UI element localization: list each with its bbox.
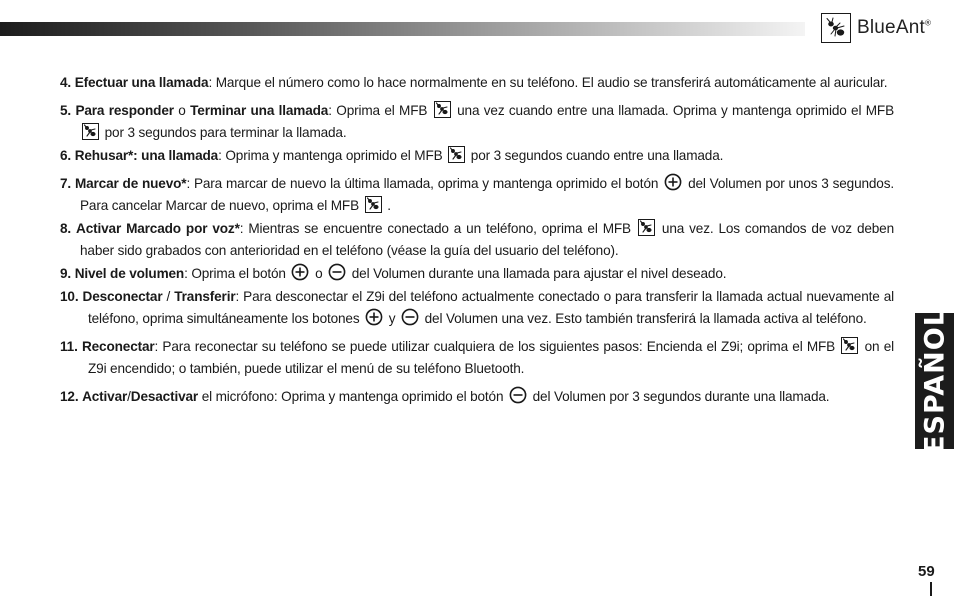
instruction-list <box>60 72 894 409</box>
brand-name: BlueAnt® <box>857 17 932 38</box>
mfb-button-icon <box>448 146 465 163</box>
minus-circle-icon <box>401 308 419 326</box>
list-item: 12. Activar/Desactivar el micrófono: Oprima y mantenga oprimido el botón del Volumen por 3 segundos durante una llamada. <box>60 386 894 408</box>
header-gradient-bar <box>0 22 805 36</box>
language-tab <box>915 308 954 454</box>
page-number-tick <box>930 582 932 596</box>
brand-logo <box>821 12 931 44</box>
minus-circle-icon <box>328 263 346 281</box>
plus-circle-icon <box>365 308 383 326</box>
list-item: 11. Reconectar: Para reconectar su teléfono se puede utilizar cualquiera de los siguientes pasos: Encienda el Z9i; oprima el MFB on el Z9i encendido; o también, puede utilizar el menú de su teléfono Bluetooth. <box>60 339 894 376</box>
page-number: 59 <box>918 563 935 580</box>
list-item: 6. Rehusar*: una llamada: Oprima y mantenga oprimido el MFB por 3 segundos cuando entre una llamada. <box>60 148 724 163</box>
mfb-button-icon <box>841 337 858 354</box>
list-item: 8. Activar Marcado por voz*: Mientras se encuentre conectado a un teléfono, oprima el MFB una vez. Los comandos de voz deben haber sido grabados con anterioridad en el teléfono (véase la guía del usuario del teléfono). <box>60 221 894 258</box>
list-item: 5. Para responder o Terminar una llamada: Oprima el MFB una vez cuando entre una llamada. Oprima y mantenga oprimido el MFB por 3 segundos para terminar la llamada. <box>60 103 894 140</box>
list-item: 4. Efectuar una llamada: Marque el número como lo hace normalmente en su teléfono. El audio se transferirá automáticamente al auricular. <box>60 75 888 90</box>
mfb-button-icon <box>638 219 655 236</box>
ant-icon <box>821 13 851 43</box>
plus-circle-icon <box>664 173 682 191</box>
list-item: 9. Nivel de volumen: Oprima el botón o del Volumen durante una llamada para ajustar el nivel deseado. <box>60 263 894 285</box>
language-tab-label: ESPAÑOL <box>919 308 950 454</box>
mfb-button-icon <box>434 101 451 118</box>
list-item: 7. Marcar de nuevo*: Para marcar de nuevo la última llamada, oprima y mantenga oprimido el botón del Volumen por unos 3 segundos. Para cancelar Marcar de nuevo, oprima el MFB . <box>60 173 894 217</box>
minus-circle-icon <box>509 386 527 404</box>
mfb-button-icon <box>82 123 99 140</box>
mfb-button-icon <box>365 196 382 213</box>
list-item: 10. Desconectar / Transferir: Para desconectar el Z9i del teléfono actualmente conectado o para transferir la llamada actual nuevamente al teléfono, oprima simultáneamente los botones y del Volumen una vez. Esto también transferirá la llamada activa al teléfono. <box>60 289 894 326</box>
plus-circle-icon <box>291 263 309 281</box>
